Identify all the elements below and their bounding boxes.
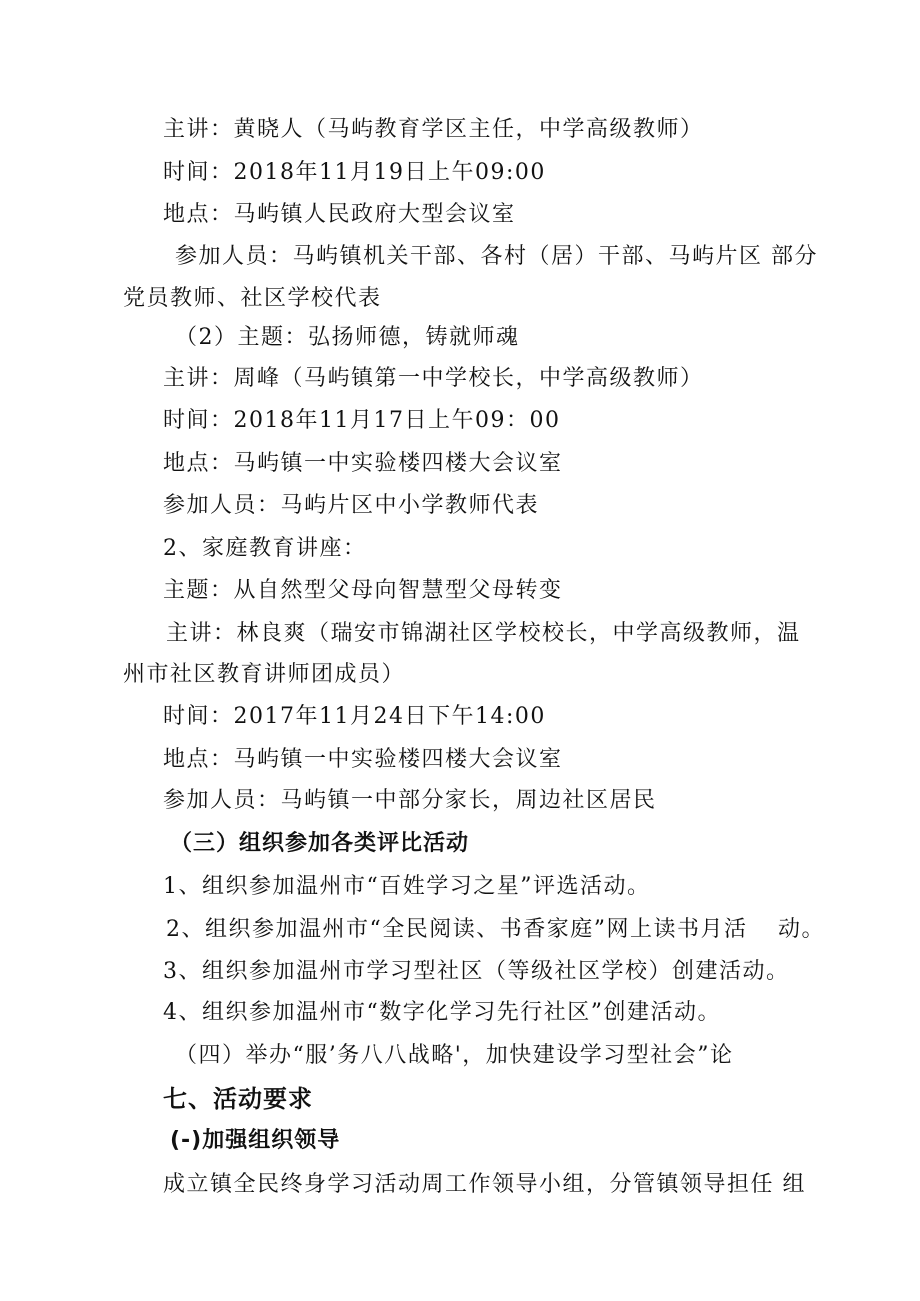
text-line: 动。: [778, 917, 826, 942]
text-line: （四）举办“服’务八八战略'，加快建设学习型社会”论: [175, 1043, 734, 1068]
list-item: 1、组织参加温州市“百姓学习之星”评选活动。: [163, 874, 651, 899]
text-line: 主讲：林良爽（瑞安市锦湖社区学校校长，中学高级教师，: [166, 621, 778, 646]
text-line: 成立镇全民终身学习活动周工作领导小组，分管镇领导担任 组: [163, 1172, 806, 1197]
text-line: 州市社区教育讲师团成员）: [123, 662, 406, 687]
text-line: （2）主题：弘扬师德，铸就师魂: [175, 325, 520, 350]
text-line: 参加人员：马屿片区中小学教师代表: [163, 493, 540, 518]
text-line: 地点：马屿镇一中实验楼四楼大会议室: [163, 747, 563, 772]
list-item: 2、组织参加温州市“全民阅读、书香家庭”网上读书月活: [166, 917, 748, 942]
section-heading: 七、活动要求: [163, 1085, 313, 1113]
text-line: 时间：2018年11月17日上午09：00: [163, 408, 561, 433]
text-line: 地点：马屿镇一中实验楼四楼大会议室: [163, 451, 563, 476]
text-line: 时间：2017年11月24日下午14:00: [163, 704, 546, 729]
text-line: 主讲：黄晓人（马屿教育学区主任，中学高级教师）: [163, 117, 704, 142]
text-line: 主题：从自然型父母向智慧型父母转变: [163, 578, 563, 603]
text-line: 主讲：周峰（马屿镇第一中学校长，中学高级教师）: [163, 366, 704, 391]
section-heading: （三）组织参加各类评比活动: [170, 831, 470, 856]
text-line: 温: [777, 621, 801, 646]
list-item: 4、组织参加温州市“数字化学习先行社区”创建活动。: [163, 1000, 721, 1025]
text-line: 时间：2018年11月19日上午09:00: [163, 160, 546, 185]
text-line: 地点：马屿镇人民政府大型会议室: [163, 202, 516, 227]
text-line: 2、家庭教育讲座：: [163, 536, 367, 561]
text-line: 参加人员：马屿镇一中部分家长，周边社区居民: [163, 788, 657, 813]
text-line: 参加人员：马屿镇机关干部、各村（居）干部、马屿片区 部分: [175, 244, 818, 269]
subsection-heading: (-)加强组织领导: [170, 1128, 341, 1153]
list-item: 3、组织参加温州市学习型社区（等级社区学校）创建活动。: [163, 959, 790, 984]
text-line: 党员教师、社区学校代表: [123, 286, 382, 311]
